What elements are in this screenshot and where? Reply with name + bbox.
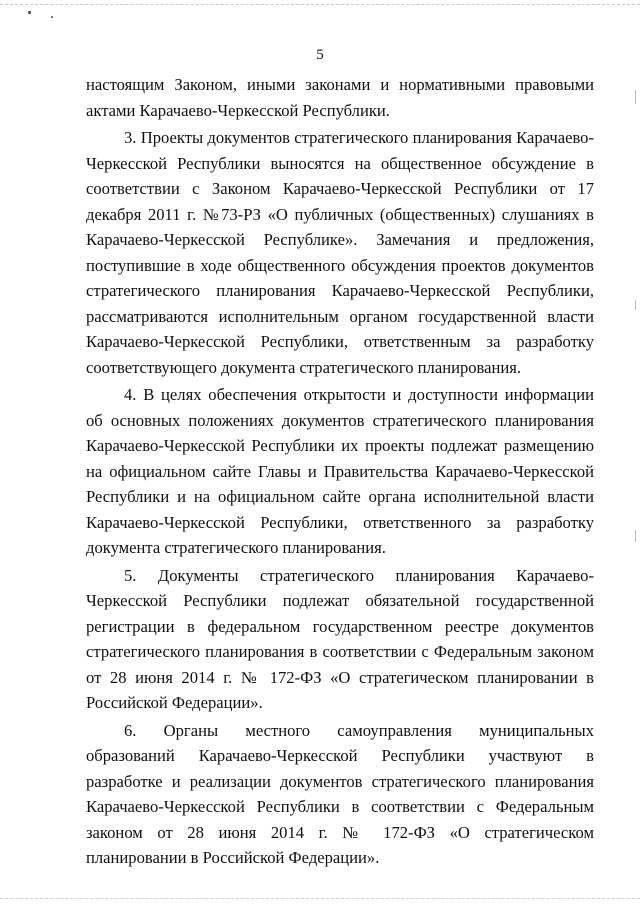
scan-top-rule bbox=[0, 4, 640, 5]
scan-speck bbox=[51, 16, 53, 18]
scan-edge-mark bbox=[635, 300, 636, 310]
scan-edge-mark bbox=[635, 90, 636, 104]
paragraph-3: 3. Проекты документов стратегического планирования Карачаево-Черкесской Республики выносятся на общественное обсуждение в соответствии с Законом Карачаево-Черкесской Республики от 17 декабря 2011 г. №73-РЗ «О публичных (общественных) слушаниях в Карачаево-Черкесской Республике». Замечания и предложения, поступившие в ходе общественного обсуждения проектов документов стратегического планирования Карачаево-Черкесской Республики, рассматриваются исполнительным органом государственной власти Карачаево-Черкесской Республики, ответственным за разработку соответствующего документа стратегического планирования. bbox=[86, 128, 594, 377]
paragraph-4: 4. В целях обеспечения открытости и доступности информации об основных положениях документов стратегического планирования Карачаево-Черкесской Республики их проекты подлежат размещению на официальном сайте Главы и Правительства Карачаево-Черкесской Республики и на официальном сайте органа исполнительной власти Карачаево-Черкесской Республики, ответственного за разработку документа стратегического планирования. bbox=[86, 385, 594, 557]
scan-edge-mark bbox=[635, 530, 636, 542]
paragraph-6: 6. Органы местного самоуправления муниципальных образований Карачаево-Черкесской Республики участвуют в разработке и реализации документов стратегического планирования Карачаево-Черкесской Республики в соответствии с Федеральным законом от 28 июня 2014 г. № 172-ФЗ «О стратегическом планировании в Российской Федерации». bbox=[86, 720, 594, 867]
paragraph-5: 5. Документы стратегического планирования Карачаево-Черкесской Республики подлежат обязательной государственной регистрации в федеральном государственном реестре документов стратегического планирования в соответствии с Федеральным законом от 28 июня 2014 г. № 172-ФЗ «О стратегическом планировании в Российской Федерации». bbox=[86, 565, 594, 712]
scan-bottom-rule bbox=[0, 898, 640, 899]
page-number: 5 bbox=[316, 47, 324, 63]
paragraph-continuation: настоящим Законом, иными законами и нормативными правовыми актами Карачаево-Черкесской Республики. bbox=[86, 75, 594, 120]
scan-speck bbox=[28, 11, 31, 14]
document-body bbox=[86, 72, 594, 871]
